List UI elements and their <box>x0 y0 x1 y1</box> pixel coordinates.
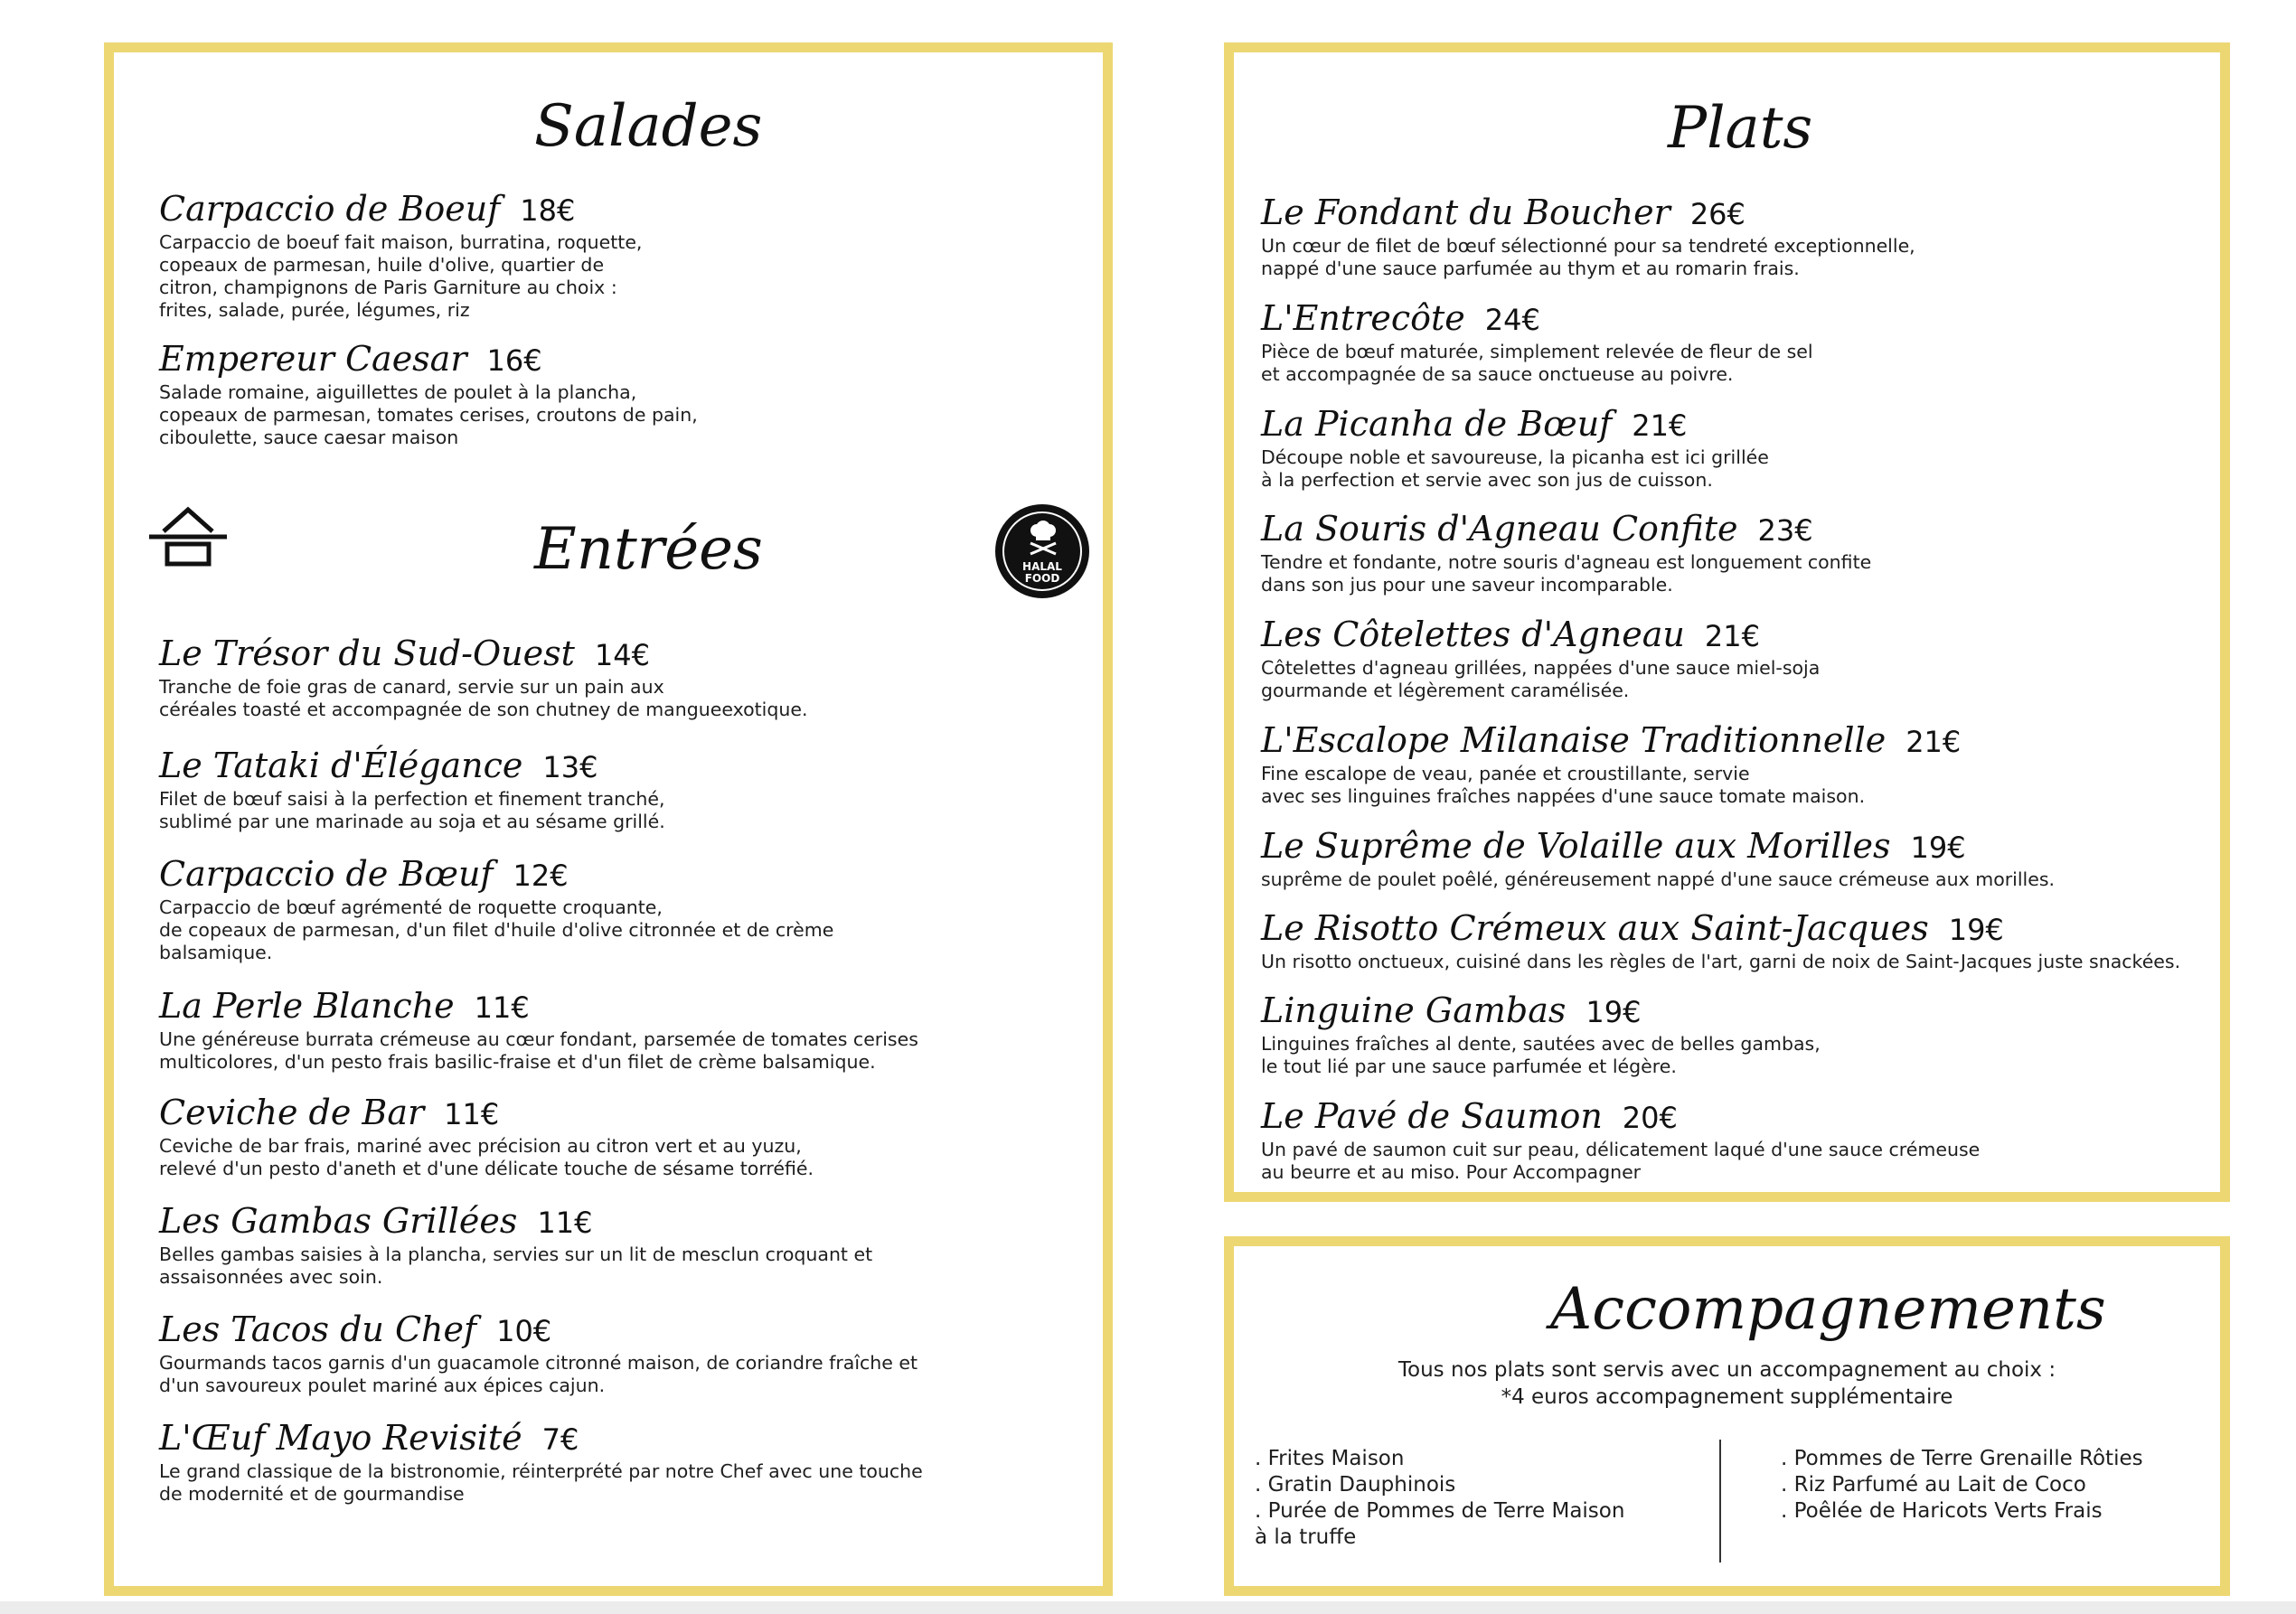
item-name: La Picanha de Bœuf <box>1261 404 1613 444</box>
item-price: 11€ <box>444 1097 500 1131</box>
menu-item <box>159 748 1081 833</box>
accompagnements-intro-line1: Tous nos plats sont servis avec un accompagnement au choix : <box>1397 1358 2056 1382</box>
menu-item <box>159 1095 1081 1180</box>
salades-title: Salades <box>534 93 763 160</box>
menu-item <box>159 1418 1081 1506</box>
item-name: Carpaccio de Boeuf <box>159 189 501 229</box>
item-name: Empereur Caesar <box>159 339 467 379</box>
accompagnements-title: Accompagnements <box>1550 1276 2106 1343</box>
item-name: Ceviche de Bar <box>159 1093 425 1132</box>
accompagnements-intro <box>1234 1356 2220 1411</box>
side-dish-item: . Poêlée de Haricots Verts Frais <box>1781 1499 2103 1523</box>
item-description: Un cœur de filet de bœuf sélectionné pour sa tendreté exceptionnelle, nappé d'une sauce parfumée au thym et au romarin frais. <box>1261 235 1915 279</box>
menu-item <box>159 189 1081 322</box>
menu-panel-left <box>104 42 1113 1596</box>
item-price: 24€ <box>1484 303 1540 337</box>
menu-item <box>1261 908 2219 973</box>
halal-food-badge <box>995 504 1089 598</box>
item-name: Le Pavé de Saumon <box>1261 1096 1603 1136</box>
item-price: 20€ <box>1622 1101 1678 1135</box>
menu-item <box>159 1309 1081 1397</box>
menu-item <box>159 986 1081 1074</box>
item-price: 13€ <box>542 750 598 784</box>
item-name: Le Fondant du Boucher <box>1261 192 1670 232</box>
item-description: Pièce de bœuf maturée, simplement relevée de fleur de sel et accompagnée de sa sauce onctueuse au poivre. <box>1261 341 1813 385</box>
side-dish-list-left <box>1255 1446 1689 1551</box>
item-name: La Perle Blanche <box>159 986 455 1026</box>
item-name: La Souris d'Agneau Confite <box>1261 509 1738 549</box>
item-description: Un pavé de saumon cuit sur peau, délicatement laqué d'une sauce crémeuse au beurre et au miso. Pour Accompagner <box>1261 1139 1981 1183</box>
side-dish-item: . Purée de Pommes de Terre Maison à la truffe <box>1255 1499 1625 1549</box>
item-description: Carpaccio de bœuf agrémenté de roquette croquante, de copeaux de parmesan, d'un filet d'huile d'olive citronnée et de crème balsamique. <box>159 896 834 963</box>
menu-item <box>1261 617 2219 702</box>
item-description: Côtelettes d'agneau grillées, nappées d'une sauce miel-soja gourmande et légèrement caramélisée. <box>1261 657 1821 701</box>
menu-item <box>1261 1096 2219 1184</box>
item-price: 11€ <box>474 990 530 1025</box>
item-price: 11€ <box>537 1206 593 1240</box>
halal-badge-line1: HALAL <box>1022 560 1062 573</box>
menu-item <box>1261 826 2219 891</box>
item-name: Les Tacos du Chef <box>159 1309 477 1349</box>
item-price: 21€ <box>1905 725 1962 759</box>
item-price: 21€ <box>1632 408 1688 443</box>
item-name: Le Tataki d'Élégance <box>159 746 523 785</box>
item-price: 12€ <box>513 859 569 893</box>
menu-item <box>159 339 1081 449</box>
menu-item <box>1261 298 2219 386</box>
item-price: 19€ <box>1948 913 2004 947</box>
item-description: Fine escalope de veau, panée et croustillante, servie avec ses linguines fraîches nappées d'une sauce tomate maison. <box>1261 763 1866 807</box>
item-price: 19€ <box>1910 830 1966 865</box>
item-name: Le Suprême de Volaille aux Morilles <box>1261 826 1891 866</box>
item-description: suprême de poulet poêlé, généreusement nappé d'une sauce crémeuse aux morilles. <box>1261 868 2056 890</box>
item-description: Filet de bœuf saisi à la perfection et finement tranché, sublimé par une marinade au soja et au sésame grillé. <box>159 788 665 832</box>
side-dish-item: . Pommes de Terre Grenaille Rôties <box>1781 1447 2143 1470</box>
item-price: 14€ <box>594 638 650 672</box>
item-description: Ceviche de bar frais, mariné avec précision au citron vert et au yuzu, relevé d'un pesto d'aneth et d'une délicate touche de sésame torréfié. <box>159 1135 814 1179</box>
menu-item <box>159 1201 1081 1289</box>
menu-item <box>159 854 1081 964</box>
chef-hat-icon <box>1025 520 1061 556</box>
item-name: L'Escalope Milanaise Traditionnelle <box>1261 720 1887 760</box>
item-name: Les Gambas Grillées <box>159 1201 518 1241</box>
item-description: Découpe noble et savoureuse, la picanha est ici grillée à la perfection et servie avec son jus de cuisson. <box>1261 446 1769 491</box>
menu-item <box>159 633 1081 721</box>
item-description: Carpaccio de boeuf fait maison, burratina, roquette, copeaux de parmesan, huile d'olive, quartier de citron, champignons de Paris Garniture au choix : frites, salade, purée, légumes, riz <box>159 231 643 321</box>
plats-title: Plats <box>1668 95 1813 162</box>
menu-item <box>1261 192 2219 280</box>
item-description: Tranche de foie gras de canard, servie sur un pain aux céréales toasté et accompagnée de son chutney de mangueexotique. <box>159 676 808 720</box>
house-icon <box>149 504 227 569</box>
side-dish-item: . Gratin Dauphinois <box>1255 1473 1456 1497</box>
side-dish-list-right <box>1781 1446 2215 1525</box>
item-price: 23€ <box>1757 513 1813 548</box>
item-price: 10€ <box>496 1314 552 1348</box>
item-description: Belles gambas saisies à la plancha, servies sur un lit de mesclun croquant et assaisonnées avec soin. <box>159 1243 873 1288</box>
item-name: Les Côtelettes d'Agneau <box>1261 615 1685 654</box>
item-description: Gourmands tacos garnis d'un guacamole citronné maison, de coriandre fraîche et d'un savoureux poulet mariné aux épices cajun. <box>159 1352 918 1396</box>
menu-item <box>1261 511 2219 596</box>
item-price: 18€ <box>520 193 576 228</box>
item-description: Une généreuse burrata crémeuse au cœur fondant, parsemée de tomates cerises multicolores, d'un pesto frais basilic-fraise et d'un filet de crème balsamique. <box>159 1028 918 1073</box>
side-dish-item: . Frites Maison <box>1255 1447 1405 1470</box>
menu-item <box>1261 720 2219 808</box>
item-price: 16€ <box>486 343 542 378</box>
page-bottom-strip <box>0 1601 2296 1614</box>
item-name: Linguine Gambas <box>1261 990 1567 1030</box>
item-description: Tendre et fondante, notre souris d'agneau est longuement confite dans son jus pour une saveur incomparable. <box>1261 551 1872 596</box>
item-name: Carpaccio de Bœuf <box>159 854 494 894</box>
menu-item <box>1261 404 2219 492</box>
column-divider <box>1719 1440 1721 1562</box>
halal-badge-line2: FOOD <box>1024 572 1060 585</box>
item-description: Salade romaine, aiguillettes de poulet à la plancha, copeaux de parmesan, tomates cerises, croutons de pain, ciboulette, sauce caesar maison <box>159 381 698 448</box>
menu-panel-accompagnements <box>1224 1236 2230 1596</box>
item-name: L'Entrecôte <box>1261 298 1465 338</box>
item-price: 21€ <box>1704 619 1760 653</box>
item-description: Le grand classique de la bistronomie, réinterprété par notre Chef avec une touche de modernité et de gourmandise <box>159 1460 923 1505</box>
item-description: Un risotto onctueux, cuisiné dans les règles de l'art, garni de noix de Saint-Jacques juste snackées. <box>1261 951 2181 972</box>
entrees-title: Entrées <box>534 516 763 583</box>
menu-item <box>1261 990 2219 1078</box>
item-name: Le Trésor du Sud-Ouest <box>159 633 575 673</box>
item-price: 19€ <box>1586 995 1642 1029</box>
menu-panel-plats <box>1224 42 2230 1202</box>
item-name: Le Risotto Crémeux aux Saint-Jacques <box>1261 908 1929 948</box>
side-dish-item: . Riz Parfumé au Lait de Coco <box>1781 1473 2086 1497</box>
item-name: L'Œuf Mayo Revisité <box>159 1418 522 1458</box>
item-price: 26€ <box>1689 197 1746 231</box>
item-description: Linguines fraîches al dente, sautées avec de belles gambas, le tout lié par une sauce parfumée et légère. <box>1261 1033 1821 1077</box>
accompagnements-intro-line2: *4 euros accompagnement supplémentaire <box>1501 1385 1953 1409</box>
item-price: 7€ <box>541 1422 579 1457</box>
